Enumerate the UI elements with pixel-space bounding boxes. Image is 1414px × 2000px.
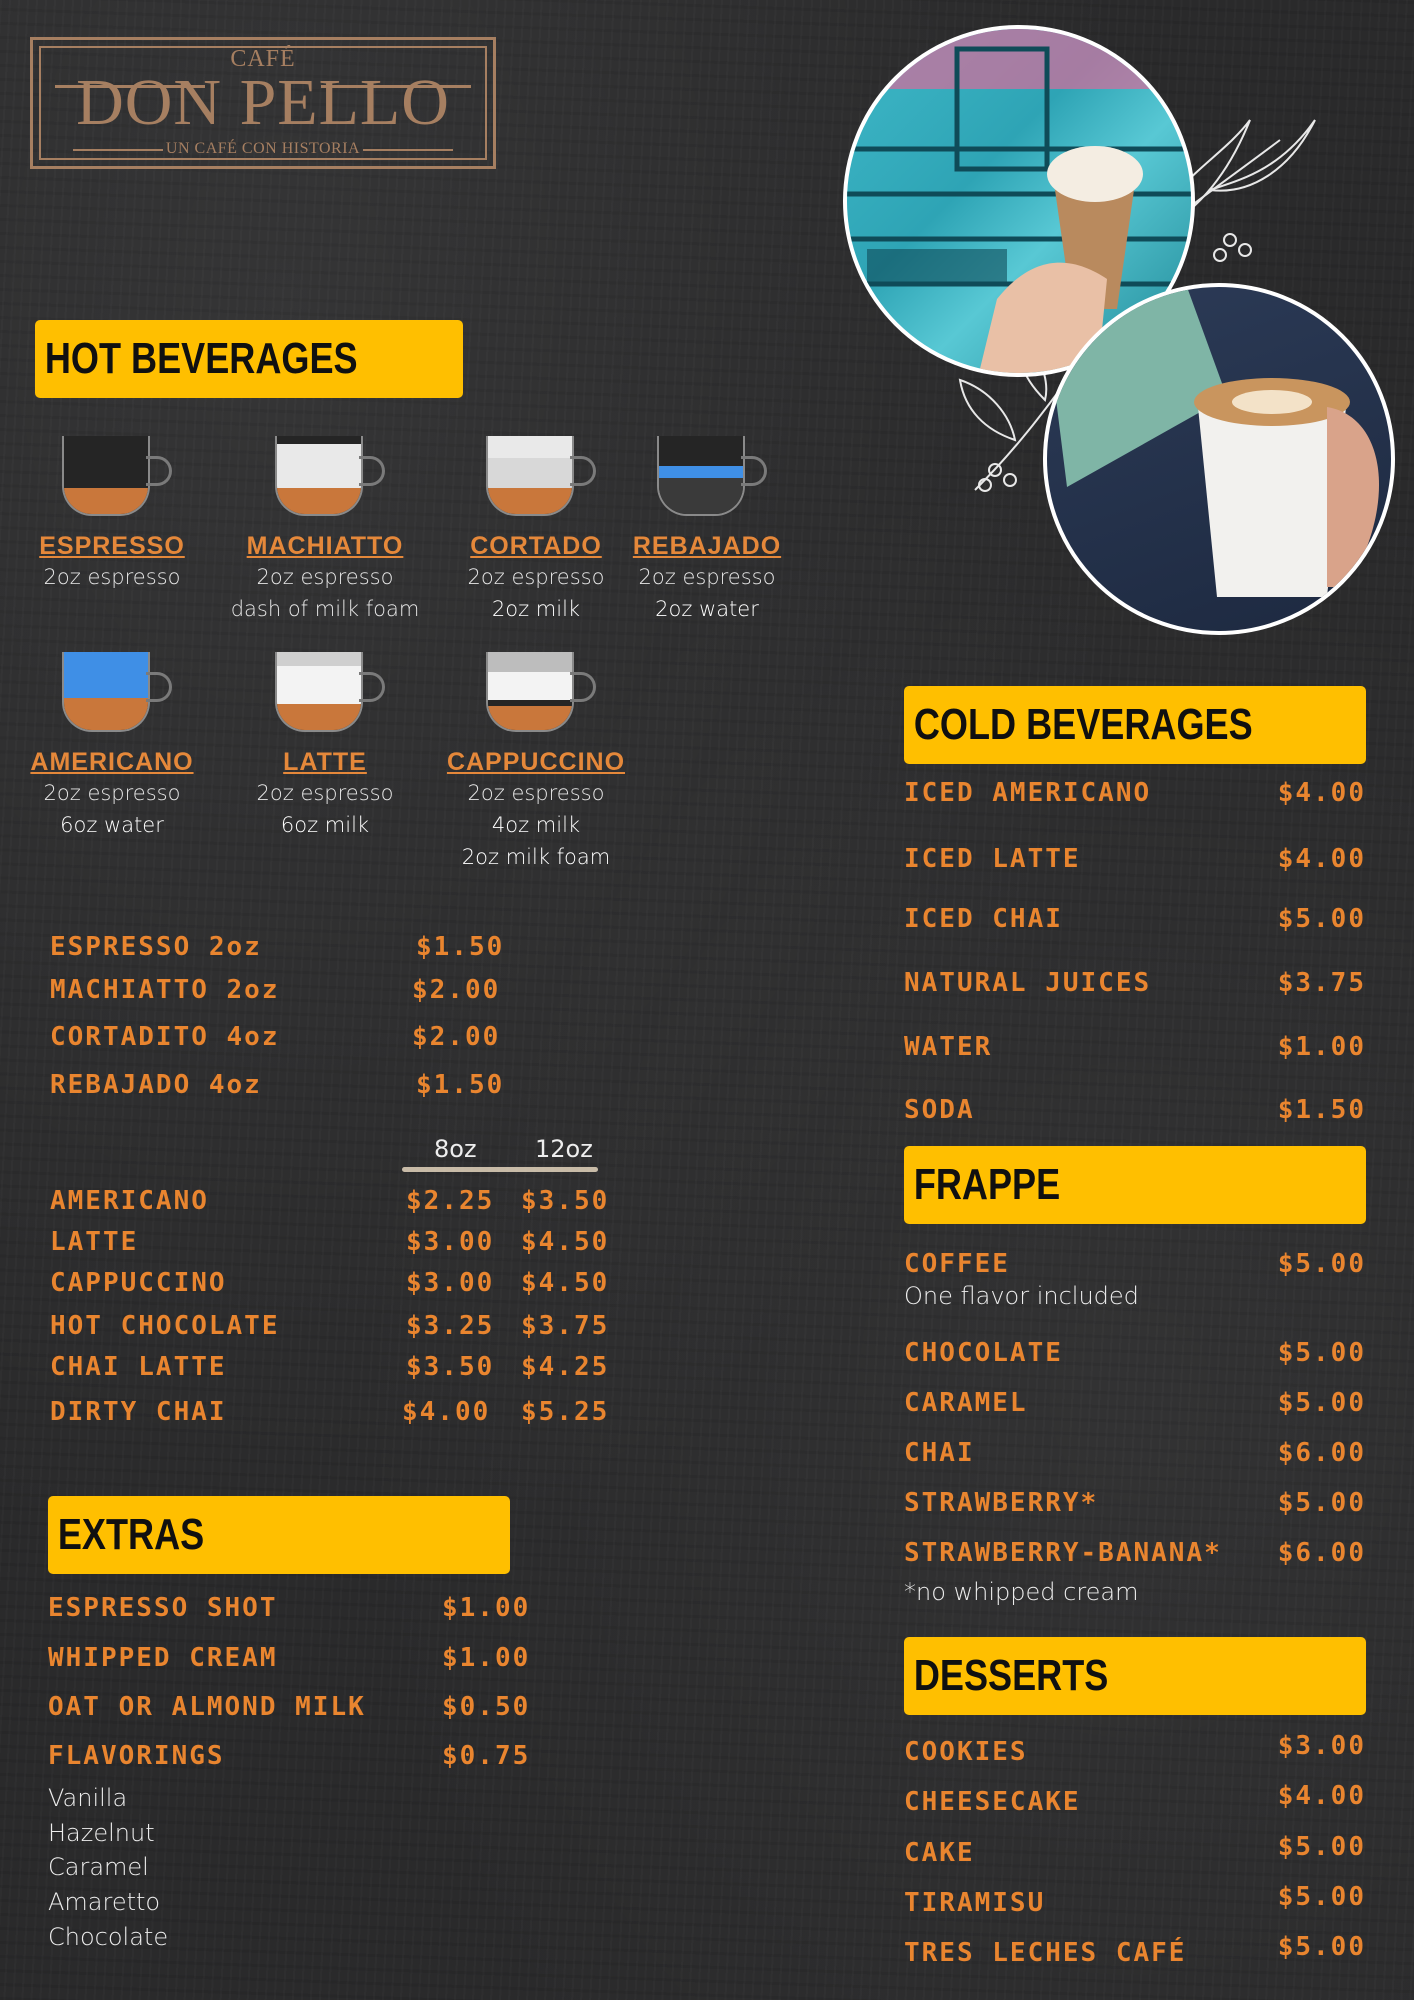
item-name: AMERICANO [50,1186,209,1216]
desserts-title: DESSERTS [913,1651,1109,1700]
item-name: CARAMEL [904,1388,1028,1418]
item-name: ESPRESSO SHOT [48,1593,278,1623]
item-price: $5.00 [1277,1249,1366,1279]
item-name: TIRAMISU [904,1888,1046,1918]
item-price-8oz: $4.00 [402,1397,491,1427]
item-name: FLAVORINGS [48,1741,225,1771]
drink-desc-line: 2oz espresso [256,565,394,589]
frappe-footnote: *no whipped cream [904,1578,1139,1606]
drink-desc-line: 2oz espresso [467,565,605,589]
item-price: $6.00 [1277,1538,1366,1568]
item-price: $5.00 [1277,1388,1366,1418]
item-price: $3.75 [1277,968,1366,998]
item-price-8oz: $3.25 [406,1311,495,1341]
cup-icon-espresso [52,430,172,522]
cup-icon-americano [52,646,172,738]
item-name: CHEESECAKE [904,1787,1081,1817]
item-price-12oz: $4.25 [521,1352,610,1382]
item-name: DIRTY CHAI [50,1397,227,1427]
drink-card-americano [17,646,207,841]
item-name: LATTE [50,1227,139,1257]
item-name: OAT OR ALMOND MILK [48,1692,366,1722]
logo-rule-right [321,85,471,88]
item-price: $1.50 [416,1070,505,1100]
item-price: $1.00 [1277,1032,1366,1062]
extras-header [48,1496,510,1574]
flavor-option: Hazelnut [48,1819,155,1847]
item-name: ICED LATTE [904,844,1081,874]
item-name: STRAWBERRY* [904,1488,1099,1518]
drink-name: REBAJADO [632,532,782,560]
item-price: $0.75 [442,1741,531,1771]
item-price-8oz: $3.00 [406,1268,495,1298]
item-name: ICED CHAI [904,904,1063,934]
logo-cafe-text: CAFÉ [230,46,296,72]
item-name: SODA [904,1095,975,1125]
item-price-12oz: $3.50 [521,1186,610,1216]
item-price: $5.00 [1277,1932,1366,1962]
extras-title: EXTRAS [57,1510,205,1559]
item-name: MACHIATTO 2oz [50,975,280,1005]
hot-beverages-title: HOT BEVERAGES [44,334,358,383]
cup-icon-rebajado [647,430,767,522]
frappe-title: FRAPPE [913,1160,1061,1209]
item-name: TRES LECHES CAFÉ [904,1938,1187,1968]
cup-icon-cappuccino [476,646,596,738]
item-name: CORTADITO 4oz [50,1022,280,1052]
cold-beverages-title: COLD BEVERAGES [913,700,1253,749]
drink-desc-line: 2oz espresso [43,781,181,805]
cafe-logo [30,37,496,169]
item-name: HOT CHOCOLATE [50,1311,280,1341]
item-name: ESPRESSO 2oz [50,932,262,962]
item-price: $6.00 [1277,1438,1366,1468]
item-price: $5.00 [1277,1488,1366,1518]
size-header-12oz: 12oz [535,1135,593,1163]
desserts-header [904,1637,1366,1715]
drink-desc-line: 2oz water [655,597,759,621]
item-name: CHAI LATTE [50,1352,227,1382]
drink-card-latte [230,646,420,841]
item-price: $0.50 [442,1692,531,1722]
latte-photo-art [1047,287,1395,635]
item-name: COOKIES [904,1737,1028,1767]
drink-desc-line: 2oz milk foam [461,845,611,869]
drink-card-cappuccino [441,646,631,873]
drink-card-espresso [17,430,207,593]
item-name: WATER [904,1032,993,1062]
item-name: CAKE [904,1838,975,1868]
item-price: $4.00 [1277,1781,1366,1811]
item-name: CAPPUCCINO [50,1268,227,1298]
flavor-option: Vanilla [48,1784,128,1812]
latte-photo [1043,283,1395,635]
drink-desc-line: 6oz milk [280,813,370,837]
drink-card-rebajado [612,430,802,625]
item-price: $4.00 [1277,844,1366,874]
size-header-8oz: 8oz [434,1135,477,1163]
item-price: $2.00 [412,1022,501,1052]
item-name: WHIPPED CREAM [48,1643,278,1673]
item-price: $5.00 [1277,904,1366,934]
cup-icon-cortado [476,430,596,522]
drink-name: MACHIATTO [246,532,404,560]
item-name: CHOCOLATE [904,1338,1063,1368]
item-price-8oz: $2.25 [406,1186,495,1216]
logo-tag-rule-right [363,149,453,151]
flavor-option: Caramel [48,1853,149,1881]
drink-desc-line: 2oz espresso [256,781,394,805]
drink-name: ESPRESSO [39,532,185,560]
hot-beverages-header [35,320,463,398]
item-price: $5.00 [1277,1338,1366,1368]
drink-name: CAPPUCCINO [446,748,626,776]
cup-icon-latte [265,646,385,738]
drink-desc-line: 2oz espresso [467,781,605,805]
drink-desc-line: 2oz espresso [638,565,776,589]
item-price-8oz: $3.50 [406,1352,495,1382]
cup-icon-machiatto [265,430,385,522]
item-name: REBAJADO 4oz [50,1070,262,1100]
drink-desc-line: 2oz milk [491,597,581,621]
item-price-12oz: $3.75 [521,1311,610,1341]
item-name: STRAWBERRY-BANANA* [904,1538,1222,1568]
item-price: $5.00 [1277,1832,1366,1862]
item-price: $5.00 [1277,1882,1366,1912]
drink-desc-line: dash of milk foam [230,597,420,621]
item-price: $1.50 [1277,1095,1366,1125]
drink-name: LATTE [283,748,367,776]
flavor-option: Amaretto [48,1888,161,1916]
drink-card-cortado [441,430,631,625]
item-price-12oz: $5.25 [521,1397,610,1427]
item-price-8oz: $3.00 [406,1227,495,1257]
frappe-header [904,1146,1366,1224]
drink-desc-line: 4oz milk [491,813,581,837]
size-header-underline [402,1167,598,1172]
logo-name-text: DON PELLO [76,66,450,139]
drink-desc-line: 6oz water [60,813,164,837]
frappe-coffee-note: One flavor included [904,1282,1139,1310]
flavor-option: Chocolate [48,1923,169,1951]
item-price: $4.00 [1277,778,1366,808]
item-price: $3.00 [1277,1731,1366,1761]
logo-tagline: UN CAFÉ CON HISTORIA [165,140,361,157]
cold-beverages-header [904,686,1366,764]
drink-card-machiatto [230,430,420,625]
drink-name: AMERICANO [30,748,194,776]
item-name: ICED AMERICANO [904,778,1152,808]
logo-tag-rule-left [73,149,163,151]
item-price-12oz: $4.50 [521,1227,610,1257]
logo-rule-left [55,85,205,88]
item-name: COFFEE [904,1249,1010,1279]
item-price: $1.00 [442,1593,531,1623]
item-price: $2.00 [412,975,501,1005]
drink-desc-line: 2oz espresso [43,565,181,589]
item-price: $1.50 [416,932,505,962]
item-price-12oz: $4.50 [521,1268,610,1298]
item-name: CHAI [904,1438,975,1468]
drink-name: CORTADO [470,532,602,560]
item-price: $1.00 [442,1643,531,1673]
item-name: NATURAL JUICES [904,968,1152,998]
